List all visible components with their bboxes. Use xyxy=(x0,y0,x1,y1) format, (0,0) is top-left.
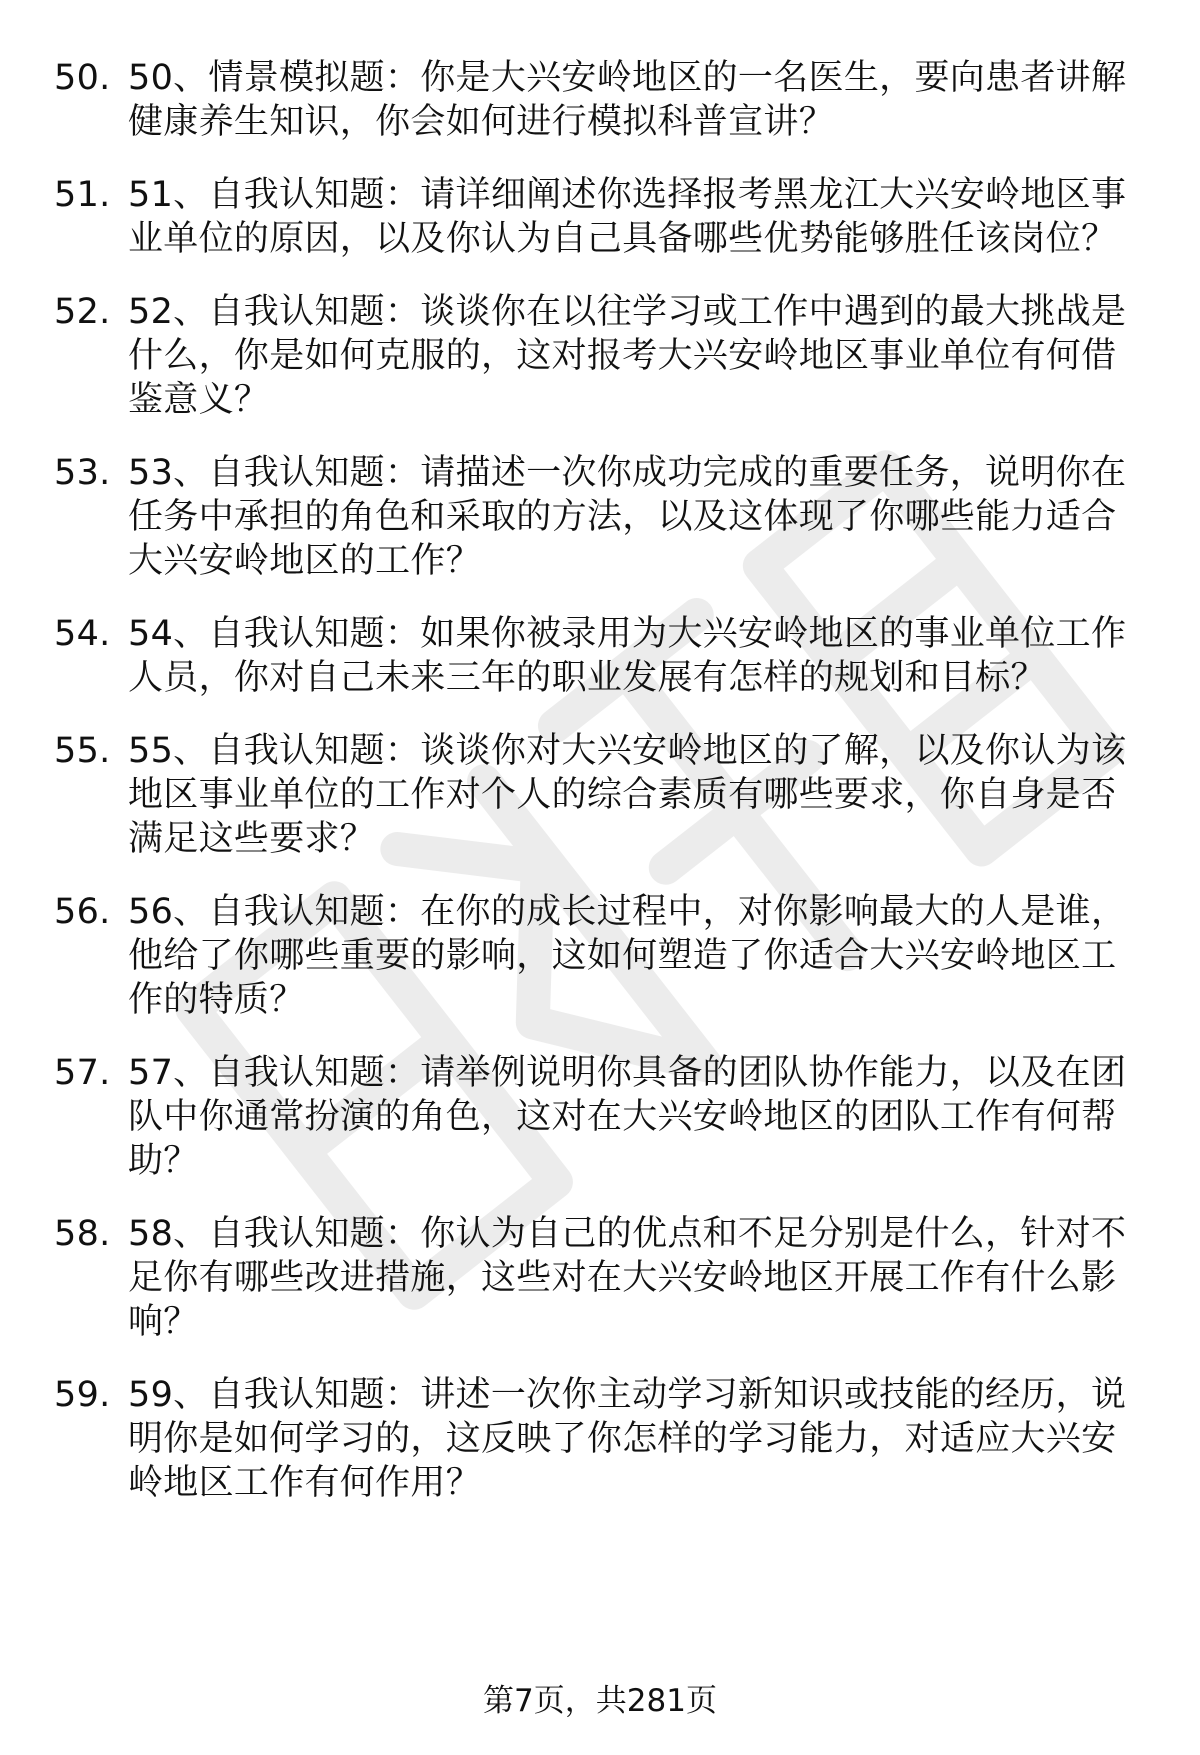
list-item xyxy=(0,1051,1200,1183)
question-number: 57. xyxy=(54,1053,111,1093)
question-number: 52. xyxy=(54,292,111,332)
list-item xyxy=(0,612,1200,700)
list-item xyxy=(0,1212,1200,1344)
question-text: 58、自我认知题：你认为自己的优点和不足分别是什么，针对不足你有哪些改进措施，这些对在大兴安岭地区开展工作有什么影响？ xyxy=(128,1214,1127,1342)
page-footer: 第7页，共281页 xyxy=(483,1683,717,1719)
question-text: 52、自我认知题：谈谈你在以往学习或工作中遇到的最大挑战是什么，你是如何克服的，这对报考大兴安岭地区事业单位有何借鉴意义？ xyxy=(128,292,1127,420)
question-number: 59. xyxy=(54,1375,111,1415)
question-text: 51、自我认知题：请详细阐述你选择报考黑龙江大兴安岭地区事业单位的原因，以及你认为自己具备哪些优势能够胜任该岗位？ xyxy=(128,175,1127,259)
question-number: 50. xyxy=(54,58,111,98)
list-item xyxy=(0,890,1200,1022)
question-text: 57、自我认知题：请举例说明你具备的团队协作能力，以及在团队中你通常扮演的角色，这对在大兴安岭地区的团队工作有何帮助？ xyxy=(128,1053,1127,1181)
question-number: 54. xyxy=(54,614,111,654)
question-number: 55. xyxy=(54,731,111,771)
list-item xyxy=(0,729,1200,861)
question-text: 50、情景模拟题：你是大兴安岭地区的一名医生，要向患者讲解健康养生知识，你会如何进行模拟科普宣讲？ xyxy=(128,58,1127,142)
question-text: 56、自我认知题：在你的成长过程中，对你影响最大的人是谁，他给了你哪些重要的影响，这如何塑造了你适合大兴安岭地区工作的特质？ xyxy=(128,892,1127,1020)
question-number: 58. xyxy=(54,1214,111,1254)
question-text: 55、自我认知题：谈谈你对大兴安岭地区的了解，以及你认为该地区事业单位的工作对个人的综合素质有哪些要求，你自身是否满足这些要求？ xyxy=(128,731,1127,859)
list-item xyxy=(0,56,1200,144)
question-number: 53. xyxy=(54,453,111,493)
list-item xyxy=(0,290,1200,422)
question-text: 53、自我认知题：请描述一次你成功完成的重要任务，说明你在任务中承担的角色和采取的方法，以及这体现了你哪些能力适合大兴安岭地区的工作？ xyxy=(128,453,1127,581)
list-item xyxy=(0,1373,1200,1505)
question-text: 59、自我认知题：讲述一次你主动学习新知识或技能的经历，说明你是如何学习的，这反映了你怎样的学习能力，对适应大兴安岭地区工作有何作用？ xyxy=(128,1375,1127,1503)
list-item xyxy=(0,451,1200,583)
list-item xyxy=(0,173,1200,261)
question-number: 51. xyxy=(54,175,111,215)
question-number: 56. xyxy=(54,892,111,932)
question-list xyxy=(0,56,1200,1534)
question-text: 54、自我认知题：如果你被录用为大兴安岭地区的事业单位工作人员，你对自己未来三年的职业发展有怎样的规划和目标？ xyxy=(128,614,1127,698)
